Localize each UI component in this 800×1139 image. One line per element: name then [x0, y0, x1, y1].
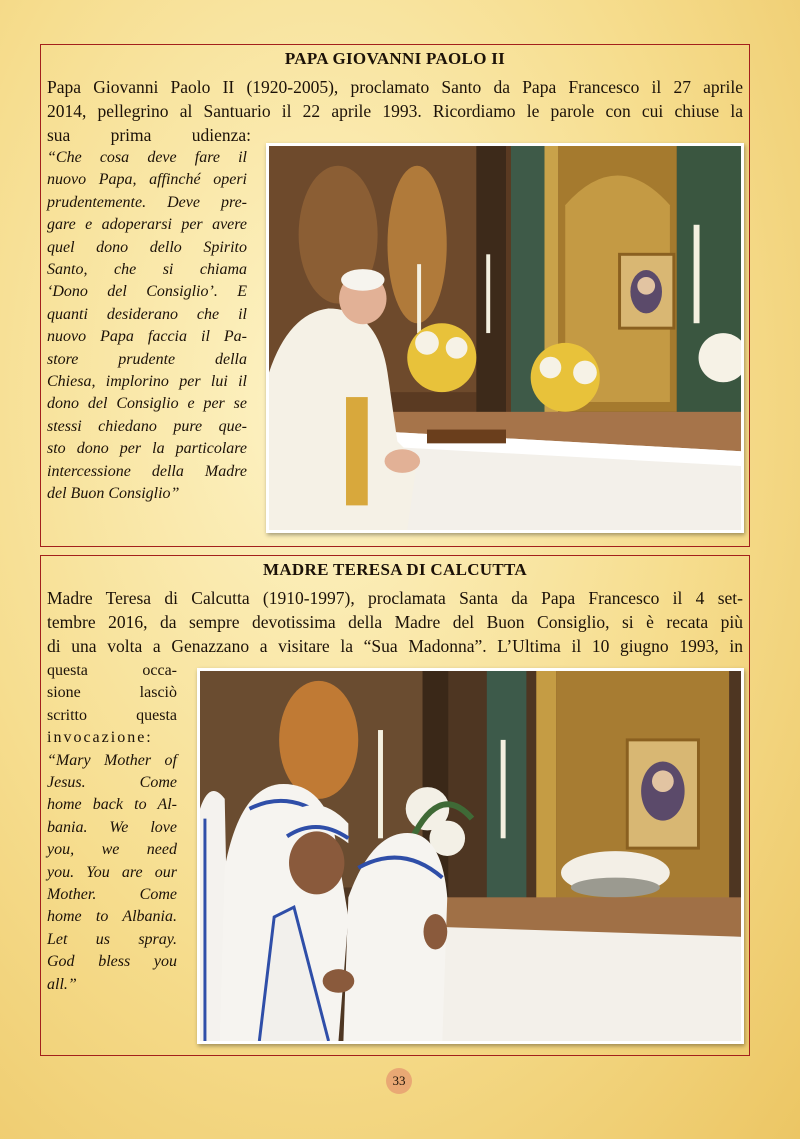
- quote-line: gare e adoperarsi per avere: [47, 216, 247, 234]
- quote-line: Jesus. Come: [47, 774, 177, 792]
- quote-line: stessi chiedano pure que-: [47, 417, 247, 435]
- quote-line: all.”: [47, 975, 77, 993]
- quote-line: intercessione della Madre: [47, 462, 247, 480]
- quote-line: nuovo Papa faccia il Pa-: [47, 328, 247, 346]
- quote-line: “Che cosa deve fare il: [47, 149, 247, 166]
- intro-line: 2014, pellegrino al Santuario il 22 aprile 1993. Ricordiamo le parole con cui chiuse la: [47, 101, 743, 121]
- photo-teresa-illustration: [200, 671, 741, 1041]
- quote-line: nuovo Papa, affinché operi: [47, 171, 247, 189]
- intro-line: sua prima udienza:: [47, 125, 251, 145]
- quote-line: questa occa-: [47, 662, 177, 679]
- quote-line: Chiesa, implorino per lui il: [47, 373, 247, 391]
- section-madre-teresa: [40, 555, 750, 1056]
- section-giovanni-paolo: [40, 44, 750, 547]
- intro-paragraph: [47, 75, 743, 147]
- page-number: 33: [386, 1068, 412, 1094]
- quote-line: dono del Consiglio e per se: [47, 395, 247, 413]
- quote-line: “Mary Mother of: [47, 751, 177, 769]
- section-title: PAPA GIOVANNI PAOLO II: [284, 49, 506, 68]
- quote-line: home to Albania.: [47, 908, 177, 926]
- quote-text: [47, 147, 247, 506]
- quote-text: [47, 660, 177, 996]
- intro-line: di una volta a Genazzano a visitare la “Sua Madonna”. L’Ultima il 10 giugno 1993, in: [47, 636, 743, 656]
- intro-line: tembre 2016, da sempre devotissima della Madre del Buon Consiglio, si è recata più: [47, 612, 743, 632]
- quote-line: Santo, che si chiama: [47, 261, 247, 279]
- intro-paragraph: [47, 586, 743, 658]
- photo-madre-teresa-praying: [197, 668, 744, 1044]
- quote-line: store prudente della: [47, 350, 247, 368]
- quote-line: sione lasciò: [47, 684, 177, 702]
- quote-line: quel dono dello Spirito: [47, 238, 247, 256]
- quote-line: quanti desiderano che il: [47, 305, 247, 323]
- quote-line: you. You are our: [47, 863, 177, 881]
- quote-line: you, we need: [47, 841, 177, 859]
- section-title: MADRE TERESA DI CALCUTTA: [263, 560, 527, 579]
- quote-line: bania. We love: [47, 818, 177, 836]
- quote-line: scritto questa: [47, 706, 177, 724]
- quote-line: invocazione:: [47, 729, 153, 747]
- quote-line: del Buon Consiglio”: [47, 485, 180, 503]
- quote-line: home back to Al-: [47, 796, 177, 814]
- quote-line: sto dono per la particolare: [47, 440, 247, 458]
- quote-line: Let us spray.: [47, 930, 177, 948]
- photo-pope-illustration: [269, 146, 741, 530]
- intro-line: Papa Giovanni Paolo II (1920-2005), proclamato Santo da Papa Francesco il 27 aprile: [47, 77, 743, 97]
- photo-pope-praying: [266, 143, 744, 533]
- quote-line: God bless you: [47, 953, 177, 971]
- intro-line: Madre Teresa di Calcutta (1910-1997), proclamata Santa da Papa Francesco il 4 set-: [47, 588, 743, 608]
- quote-line: ‘Dono del Consiglio’. E: [47, 283, 247, 301]
- quote-line: Mother. Come: [47, 886, 177, 904]
- quote-line: prudentemente. Deve pre-: [47, 193, 247, 211]
